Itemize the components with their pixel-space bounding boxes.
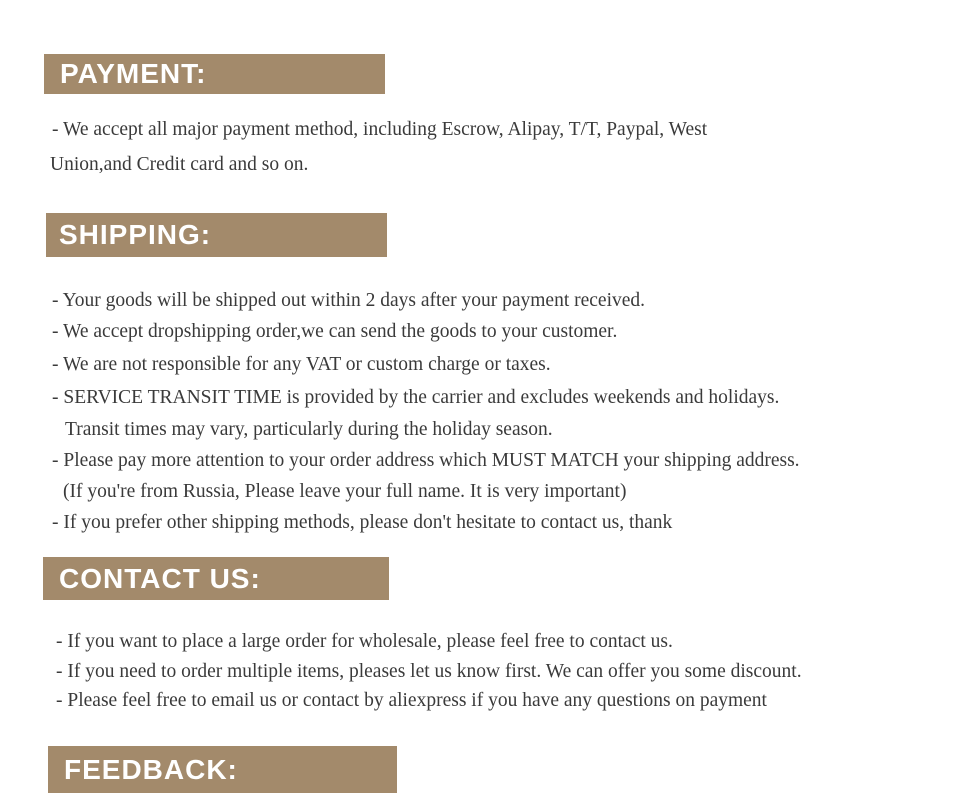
shipping-line-7: (If you're from Russia, Please leave your full name. It is very important) [63,481,627,502]
feedback-heading [48,746,397,793]
contact-line-3: - Please feel free to email us or contact by aliexpress if you have any questions on payment [56,690,767,711]
shipping-heading [46,213,387,257]
payment-heading-text: PAYMENT: [60,58,207,89]
contact-line-1: - If you want to place a large order for wholesale, please feel free to contact us. [56,631,673,652]
shipping-line-2: - We accept dropshipping order,we can send the goods to your customer. [52,321,618,342]
payment-line-1: - We accept all major payment method, including Escrow, Alipay, T/T, Paypal, West [52,119,708,140]
shipping-line-6: - Please pay more attention to your order address which MUST MATCH your shipping address. [52,450,800,471]
contact-line-2: - If you need to order multiple items, pleases let us know first. We can offer you some discount. [56,661,802,682]
shipping-line-4: - SERVICE TRANSIT TIME is provided by the carrier and excludes weekends and holidays. [52,387,780,408]
feedback-heading-text: FEEDBACK: [64,753,238,785]
payment-line-2: Union,and Credit card and so on. [50,154,309,175]
shipping-line-1: - Your goods will be shipped out within 2 days after your payment received. [52,290,646,311]
shipping-line-3: - We are not responsible for any VAT or custom charge or taxes. [52,354,551,375]
contact-heading [43,557,389,600]
shipping-heading-text: SHIPPING: [59,219,212,250]
payment-heading [44,54,385,94]
contact-heading-text: CONTACT US: [59,562,261,594]
shipping-line-5: Transit times may vary, particularly during the holiday season. [65,419,553,440]
shipping-line-8: - If you prefer other shipping methods, please don't hesitate to contact us, thank [52,512,673,533]
